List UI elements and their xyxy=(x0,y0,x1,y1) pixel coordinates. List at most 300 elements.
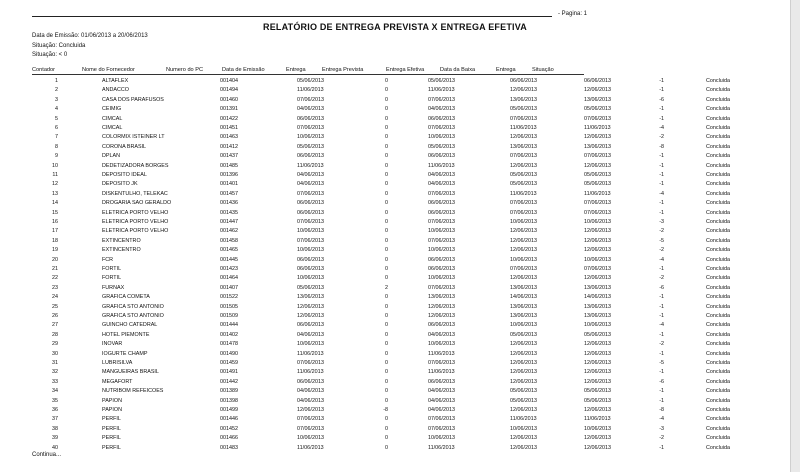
cell-entrega: 0 xyxy=(385,125,388,131)
cell-data-emissao: 07/06/2013 xyxy=(297,237,324,244)
table-row xyxy=(0,190,790,198)
cell-situacao: Concluida xyxy=(706,96,730,103)
cell-entrega-prevista: 06/06/2013 xyxy=(428,322,455,329)
cell-situacao: Concluida xyxy=(706,266,730,272)
table-row xyxy=(0,321,790,329)
cell-entrega: 0 xyxy=(385,247,388,254)
cell-entrega-efetiva: 13/06/2013 xyxy=(510,303,537,310)
cell-situacao: Concluida xyxy=(706,322,730,329)
cell-entrega-prevista: 12/06/2013 xyxy=(428,303,455,310)
cell-fornecedor: PERFIL xyxy=(102,425,121,432)
cell-entrega-efetiva: 12/06/2013 xyxy=(510,360,537,366)
cell-entrega-prevista: 12/06/2013 xyxy=(428,313,455,319)
cell-fornecedor: DEDETIZADORA BORGES xyxy=(102,162,169,169)
cell-entrega-dias: -1 xyxy=(659,209,664,216)
cell-situacao: Concluida xyxy=(706,360,730,366)
cell-data-baixa: 13/06/2013 xyxy=(584,284,611,291)
cell-situacao: Concluida xyxy=(706,200,730,207)
cell-situacao: Concluida xyxy=(706,134,730,141)
cell-entrega: 0 xyxy=(385,397,388,404)
cell-data-emissao: 13/06/2013 xyxy=(297,294,324,301)
cell-data-baixa: 10/06/2013 xyxy=(584,322,611,329)
cell-entrega-dias: -1 xyxy=(659,87,664,94)
cell-situacao: Concluida xyxy=(706,378,730,385)
cell-entrega-efetiva: 05/06/2013 xyxy=(510,388,537,395)
cell-entrega: 0 xyxy=(385,115,388,122)
cell-entrega-prevista: 06/06/2013 xyxy=(428,378,455,385)
cell-situacao: Concluida xyxy=(706,162,730,169)
cell-data-emissao: 06/06/2013 xyxy=(297,153,324,160)
viewer-margin xyxy=(791,0,800,472)
cell-contador: 11 xyxy=(52,172,58,178)
cell-entrega-dias: -4 xyxy=(659,125,664,131)
cell-data-emissao: 05/06/2013 xyxy=(297,284,324,291)
cell-entrega: 0 xyxy=(385,416,388,423)
cell-situacao: Concluida xyxy=(706,172,730,178)
table-row xyxy=(0,96,790,104)
cell-fornecedor: ANDACCO xyxy=(102,87,129,94)
cell-numero-pc: 001463 xyxy=(220,134,238,141)
cell-entrega-dias: -4 xyxy=(659,322,664,329)
cell-fornecedor: GRAFICA STO ANTONIO xyxy=(102,313,164,319)
cell-entrega-efetiva: 05/06/2013 xyxy=(510,106,537,113)
table-row xyxy=(0,406,790,414)
situation-filter: Situação: Concluida xyxy=(32,43,86,49)
cell-data-emissao: 07/06/2013 xyxy=(297,360,324,366)
cell-entrega-prevista: 13/06/2013 xyxy=(428,294,455,301)
cell-entrega: 0 xyxy=(385,200,388,207)
cell-data-baixa: 05/06/2013 xyxy=(584,181,611,188)
cell-entrega: 0 xyxy=(385,228,388,235)
cell-entrega: 0 xyxy=(385,388,388,395)
cell-situacao: Concluida xyxy=(706,153,730,160)
cell-fornecedor: DROGARIA SAO GERALDO xyxy=(102,200,172,207)
cell-numero-pc: 001436 xyxy=(220,200,238,207)
table-row xyxy=(0,303,790,311)
col-entrega-efetiva-header: Entrega Efetiva xyxy=(386,67,425,73)
table-row xyxy=(0,331,790,339)
cell-numero-pc: 001459 xyxy=(220,360,238,366)
cell-entrega-dias: -4 xyxy=(659,256,664,263)
cell-situacao: Concluida xyxy=(706,435,730,442)
cell-entrega-dias: -2 xyxy=(659,228,664,235)
cell-data-emissao: 06/06/2013 xyxy=(297,115,324,122)
cell-numero-pc: 001465 xyxy=(220,247,238,254)
cell-entrega-prevista: 04/06/2013 xyxy=(428,388,455,395)
table-row xyxy=(0,397,790,405)
cell-entrega-dias: -1 xyxy=(659,200,664,207)
cell-entrega: 0 xyxy=(385,294,388,301)
cell-situacao: Concluida xyxy=(706,350,730,357)
cell-entrega: 0 xyxy=(385,275,388,282)
cell-entrega: 0 xyxy=(385,378,388,385)
cell-data-baixa: 12/06/2013 xyxy=(584,360,611,366)
cell-data-baixa: 07/06/2013 xyxy=(584,266,611,272)
cell-entrega-efetiva: 12/06/2013 xyxy=(510,341,537,348)
cell-data-emissao: 06/06/2013 xyxy=(297,200,324,207)
cell-data-baixa: 07/06/2013 xyxy=(584,200,611,207)
cell-situacao: Concluida xyxy=(706,388,730,395)
cell-numero-pc: 001391 xyxy=(220,106,238,113)
cell-data-emissao: 07/06/2013 xyxy=(297,425,324,432)
column-header-rule xyxy=(32,74,584,75)
cell-fornecedor: MEGAFORT xyxy=(102,378,133,385)
cell-contador: 9 xyxy=(55,153,58,160)
cell-data-emissao: 12/06/2013 xyxy=(297,407,324,413)
cell-entrega: 0 xyxy=(385,360,388,366)
cell-entrega-dias: -5 xyxy=(659,360,664,366)
cell-entrega-dias: -3 xyxy=(659,219,664,225)
cell-entrega-dias: -1 xyxy=(659,181,664,188)
cell-contador: 15 xyxy=(52,209,58,216)
cell-data-emissao: 05/06/2013 xyxy=(297,78,324,84)
cell-contador: 20 xyxy=(52,256,58,263)
cell-entrega: 0 xyxy=(385,435,388,442)
cell-entrega-prevista: 10/06/2013 xyxy=(428,341,455,348)
cell-fornecedor: MANGUEIRAS BRASIL xyxy=(102,369,159,376)
cell-entrega-efetiva: 05/06/2013 xyxy=(510,181,537,188)
cell-entrega-prevista: 10/06/2013 xyxy=(428,275,455,282)
cell-entrega-prevista: 05/06/2013 xyxy=(428,78,455,84)
table-row xyxy=(0,143,790,151)
situation-code: Situação: < 0 xyxy=(32,52,68,58)
cell-situacao: Concluida xyxy=(706,369,730,376)
cell-fornecedor: CASA DOS PARAFUSOS xyxy=(102,96,164,103)
col-situacao-header: Situação xyxy=(532,67,554,73)
cell-entrega-prevista: 04/06/2013 xyxy=(428,181,455,188)
cell-data-emissao: 11/06/2013 xyxy=(297,350,324,357)
cell-numero-pc: 001485 xyxy=(220,162,238,169)
col-entrega-header: Entrega xyxy=(286,67,306,73)
cell-entrega-dias: -1 xyxy=(659,303,664,310)
cell-fornecedor: ELETRICA PORTO VELHO xyxy=(102,219,169,225)
cell-entrega-prevista: 10/06/2013 xyxy=(428,435,455,442)
cell-data-baixa: 05/06/2013 xyxy=(584,106,611,113)
cell-fornecedor: FCR xyxy=(102,256,114,263)
cell-data-emissao: 10/06/2013 xyxy=(297,435,324,442)
cell-entrega-efetiva: 10/06/2013 xyxy=(510,256,537,263)
cell-entrega-efetiva: 12/06/2013 xyxy=(510,444,537,451)
cell-entrega-dias: -1 xyxy=(659,115,664,122)
cell-data-emissao: 10/06/2013 xyxy=(297,275,324,282)
cell-entrega: 0 xyxy=(385,341,388,348)
cell-entrega-efetiva: 12/06/2013 xyxy=(510,237,537,244)
cell-entrega-prevista: 10/06/2013 xyxy=(428,228,455,235)
cell-entrega-efetiva: 10/06/2013 xyxy=(510,425,537,432)
cell-contador: 14 xyxy=(52,200,58,207)
cell-situacao: Concluida xyxy=(706,284,730,291)
cell-numero-pc: 001402 xyxy=(220,331,238,338)
col-data-emissao-header: Data de Emissão xyxy=(222,67,265,73)
cell-numero-pc: 001457 xyxy=(220,190,238,197)
cell-entrega: 0 xyxy=(385,209,388,216)
cell-contador: 25 xyxy=(52,303,58,310)
cell-fornecedor: CORONA BRASIL xyxy=(102,143,147,150)
cell-entrega-prevista: 04/06/2013 xyxy=(428,397,455,404)
cell-data-emissao: 10/06/2013 xyxy=(297,247,324,254)
cell-entrega-prevista: 11/06/2013 xyxy=(428,87,455,94)
cell-fornecedor: GRAFICA COMETA xyxy=(102,294,150,301)
cell-entrega-prevista: 07/06/2013 xyxy=(428,425,455,432)
table-row xyxy=(0,274,790,282)
cell-entrega-efetiva: 13/06/2013 xyxy=(510,313,537,319)
cell-entrega-efetiva: 12/06/2013 xyxy=(510,350,537,357)
col-data-baixa-header: Data da Baixa xyxy=(440,67,476,73)
cell-entrega-efetiva: 12/06/2013 xyxy=(510,378,537,385)
table-row xyxy=(0,293,790,301)
cell-contador: 29 xyxy=(52,341,58,348)
cell-entrega-efetiva: 12/06/2013 xyxy=(510,369,537,376)
cell-entrega: 0 xyxy=(385,172,388,178)
cell-data-emissao: 04/06/2013 xyxy=(297,388,324,395)
cell-contador: 10 xyxy=(52,162,58,169)
cell-fornecedor: DEPOSITO JK xyxy=(102,181,138,188)
cell-data-baixa: 13/06/2013 xyxy=(584,303,611,310)
cell-data-emissao: 06/06/2013 xyxy=(297,322,324,329)
cell-data-emissao: 06/06/2013 xyxy=(297,266,324,272)
table-row xyxy=(0,105,790,113)
cell-situacao: Concluida xyxy=(706,397,730,404)
cell-contador: 30 xyxy=(52,350,58,357)
cell-fornecedor: LUBRISILVA xyxy=(102,360,133,366)
cell-entrega-dias: -2 xyxy=(659,435,664,442)
cell-entrega-efetiva: 12/06/2013 xyxy=(510,247,537,254)
cell-situacao: Concluida xyxy=(706,275,730,282)
cell-contador: 22 xyxy=(52,275,58,282)
cell-situacao: Concluida xyxy=(706,209,730,216)
cell-contador: 36 xyxy=(52,407,58,413)
cell-fornecedor: COLORMIX ISTEINER LT xyxy=(102,134,165,141)
cell-data-baixa: 12/06/2013 xyxy=(584,275,611,282)
cell-fornecedor: DEPOSITO IDEAL xyxy=(102,172,147,178)
cell-contador: 39 xyxy=(52,435,58,442)
cell-entrega-dias: -1 xyxy=(659,162,664,169)
col-nome-fornecedor-header: Nome do Fornecedor xyxy=(82,67,135,73)
cell-entrega-efetiva: 12/06/2013 xyxy=(510,407,537,413)
cell-entrega-efetiva: 07/06/2013 xyxy=(510,153,537,160)
cell-situacao: Concluida xyxy=(706,181,730,188)
cell-entrega-efetiva: 07/06/2013 xyxy=(510,266,537,272)
cell-fornecedor: PERFIL xyxy=(102,444,121,451)
cell-data-emissao: 04/06/2013 xyxy=(297,397,324,404)
cell-entrega-efetiva: 06/06/2013 xyxy=(510,78,537,84)
cell-contador: 6 xyxy=(55,125,58,131)
cell-entrega-prevista: 06/06/2013 xyxy=(428,200,455,207)
cell-entrega-efetiva: 12/06/2013 xyxy=(510,435,537,442)
cell-data-baixa: 12/06/2013 xyxy=(584,369,611,376)
cell-fornecedor: FORTIL xyxy=(102,266,122,272)
cell-entrega-prevista: 06/06/2013 xyxy=(428,256,455,263)
cell-data-emissao: 10/06/2013 xyxy=(297,134,324,141)
cell-entrega: 0 xyxy=(385,134,388,141)
cell-entrega: 0 xyxy=(385,106,388,113)
cell-entrega-efetiva: 05/06/2013 xyxy=(510,172,537,178)
table-row xyxy=(0,162,790,170)
table-row xyxy=(0,425,790,433)
cell-situacao: Concluida xyxy=(706,425,730,432)
cell-contador: 28 xyxy=(52,331,58,338)
cell-situacao: Concluida xyxy=(706,407,730,413)
cell-data-baixa: 07/06/2013 xyxy=(584,209,611,216)
cell-entrega-prevista: 07/06/2013 xyxy=(428,284,455,291)
cell-entrega-dias: -6 xyxy=(659,96,664,103)
cell-situacao: Concluida xyxy=(706,219,730,225)
cell-contador: 3 xyxy=(55,96,58,103)
cell-fornecedor: GRAFICA STO ANTONIO xyxy=(102,303,164,310)
cell-data-emissao: 11/06/2013 xyxy=(297,162,324,169)
report-title: RELATÓRIO DE ENTREGA PREVISTA X ENTREGA EFETIVA xyxy=(263,22,527,32)
header-rule xyxy=(32,16,552,17)
cell-entrega-prevista: 07/06/2013 xyxy=(428,219,455,225)
cell-fornecedor: GUINCHO CATEDRAL xyxy=(102,322,158,329)
cell-data-emissao: 07/06/2013 xyxy=(297,96,324,103)
cell-situacao: Concluida xyxy=(706,106,730,113)
table-row xyxy=(0,256,790,264)
cell-fornecedor: INOVAR xyxy=(102,341,123,348)
cell-numero-pc: 001389 xyxy=(220,388,238,395)
cell-numero-pc: 001422 xyxy=(220,115,238,122)
cell-entrega: 0 xyxy=(385,256,388,263)
col-entrega-2-header: Entrega xyxy=(496,67,516,73)
cell-fornecedor: PAPION xyxy=(102,397,122,404)
cell-entrega-efetiva: 13/06/2013 xyxy=(510,143,537,150)
cell-data-emissao: 07/06/2013 xyxy=(297,416,324,423)
table-row xyxy=(0,77,790,85)
cell-entrega-prevista: 06/06/2013 xyxy=(428,115,455,122)
cell-entrega-efetiva: 10/06/2013 xyxy=(510,219,537,225)
cell-situacao: Concluida xyxy=(706,331,730,338)
cell-entrega-efetiva: 14/06/2013 xyxy=(510,294,537,301)
cell-entrega-dias: -8 xyxy=(659,407,664,413)
cell-entrega-prevista: 10/06/2013 xyxy=(428,134,455,141)
cell-entrega-prevista: 11/06/2013 xyxy=(428,162,455,169)
cell-entrega-prevista: 07/06/2013 xyxy=(428,237,455,244)
cell-numero-pc: 001442 xyxy=(220,378,238,385)
cell-numero-pc: 001491 xyxy=(220,369,238,376)
cell-data-emissao: 11/06/2013 xyxy=(297,444,324,451)
cell-data-baixa: 11/06/2013 xyxy=(584,416,611,423)
cell-data-emissao: 12/06/2013 xyxy=(297,313,324,319)
cell-data-emissao: 12/06/2013 xyxy=(297,303,324,310)
cell-data-emissao: 07/06/2013 xyxy=(297,125,324,131)
cell-data-baixa: 12/06/2013 xyxy=(584,435,611,442)
continues-label: Continua... xyxy=(32,452,62,458)
cell-entrega: 0 xyxy=(385,87,388,94)
cell-entrega: 0 xyxy=(385,425,388,432)
cell-fornecedor: PERFIL xyxy=(102,416,121,423)
cell-contador: 38 xyxy=(52,425,58,432)
cell-data-emissao: 04/06/2013 xyxy=(297,172,324,178)
cell-entrega-efetiva: 07/06/2013 xyxy=(510,115,537,122)
cell-situacao: Concluida xyxy=(706,143,730,150)
cell-contador: 35 xyxy=(52,397,58,404)
cell-data-baixa: 12/06/2013 xyxy=(584,162,611,169)
cell-data-baixa: 10/06/2013 xyxy=(584,256,611,263)
cell-fornecedor: FORTIL xyxy=(102,275,122,282)
cell-entrega-prevista: 07/06/2013 xyxy=(428,125,455,131)
cell-data-emissao: 06/06/2013 xyxy=(297,256,324,263)
cell-contador: 4 xyxy=(55,106,58,113)
cell-data-baixa: 10/06/2013 xyxy=(584,219,611,225)
cell-entrega-efetiva: 13/06/2013 xyxy=(510,96,537,103)
cell-numero-pc: 001407 xyxy=(220,284,238,291)
cell-fornecedor: CEIMIG xyxy=(102,106,122,113)
cell-situacao: Concluida xyxy=(706,303,730,310)
cell-data-baixa: 05/06/2013 xyxy=(584,397,611,404)
cell-entrega: 0 xyxy=(385,331,388,338)
cell-fornecedor: ELETRICA PORTO VELHO xyxy=(102,209,169,216)
cell-entrega-prevista: 06/06/2013 xyxy=(428,153,455,160)
cell-contador: 16 xyxy=(52,219,58,225)
cell-data-baixa: 12/06/2013 xyxy=(584,378,611,385)
cell-situacao: Concluida xyxy=(706,294,730,301)
cell-numero-pc: 001401 xyxy=(220,181,238,188)
table-row xyxy=(0,246,790,254)
cell-entrega-dias: -1 xyxy=(659,397,664,404)
table-row xyxy=(0,378,790,386)
cell-entrega: 0 xyxy=(385,444,388,451)
cell-entrega: 0 xyxy=(385,78,388,84)
cell-fornecedor: DISKENTULHO, TELEKAC xyxy=(102,190,168,197)
cell-fornecedor: CIMCAL xyxy=(102,115,123,122)
cell-contador: 23 xyxy=(52,284,58,291)
cell-data-baixa: 12/06/2013 xyxy=(584,134,611,141)
page-number: - Pagina: 1 xyxy=(558,11,588,17)
cell-situacao: Concluida xyxy=(706,228,730,235)
cell-data-emissao: 07/06/2013 xyxy=(297,219,324,225)
table-row xyxy=(0,368,790,376)
cell-entrega-dias: -1 xyxy=(659,369,664,376)
cell-contador: 2 xyxy=(55,87,58,94)
cell-entrega-prevista: 04/06/2013 xyxy=(428,172,455,178)
table-row xyxy=(0,133,790,141)
cell-entrega-efetiva: 07/06/2013 xyxy=(510,209,537,216)
cell-situacao: Concluida xyxy=(706,313,730,319)
cell-numero-pc: 001478 xyxy=(220,341,238,348)
cell-entrega-prevista: 06/06/2013 xyxy=(428,209,455,216)
cell-contador: 24 xyxy=(52,294,58,301)
cell-entrega-dias: -1 xyxy=(659,153,664,160)
cell-entrega-dias: -2 xyxy=(659,247,664,254)
cell-data-baixa: 12/06/2013 xyxy=(584,247,611,254)
cell-contador: 7 xyxy=(55,134,58,141)
table-row xyxy=(0,284,790,292)
cell-numero-pc: 001447 xyxy=(220,219,238,225)
cell-data-baixa: 14/06/2013 xyxy=(584,294,611,301)
table-row xyxy=(0,387,790,395)
cell-data-baixa: 13/06/2013 xyxy=(584,143,611,150)
cell-contador: 21 xyxy=(52,266,58,272)
cell-entrega-prevista: 05/06/2013 xyxy=(428,143,455,150)
table-row xyxy=(0,265,790,273)
cell-contador: 27 xyxy=(52,322,58,329)
cell-entrega-efetiva: 05/06/2013 xyxy=(510,331,537,338)
cell-situacao: Concluida xyxy=(706,444,730,451)
cell-entrega-prevista: 06/06/2013 xyxy=(428,266,455,272)
cell-entrega-efetiva: 12/06/2013 xyxy=(510,162,537,169)
cell-data-baixa: 12/06/2013 xyxy=(584,407,611,413)
cell-entrega-dias: -5 xyxy=(659,237,664,244)
cell-situacao: Concluida xyxy=(706,78,730,84)
cell-numero-pc: 001499 xyxy=(220,407,238,413)
cell-numero-pc: 001505 xyxy=(220,303,238,310)
cell-entrega-dias: -2 xyxy=(659,134,664,141)
cell-entrega-efetiva: 12/06/2013 xyxy=(510,87,537,94)
cell-fornecedor: PAPION xyxy=(102,407,122,413)
cell-situacao: Concluida xyxy=(706,190,730,197)
cell-data-baixa: 07/06/2013 xyxy=(584,153,611,160)
cell-entrega-prevista: 04/06/2013 xyxy=(428,106,455,113)
